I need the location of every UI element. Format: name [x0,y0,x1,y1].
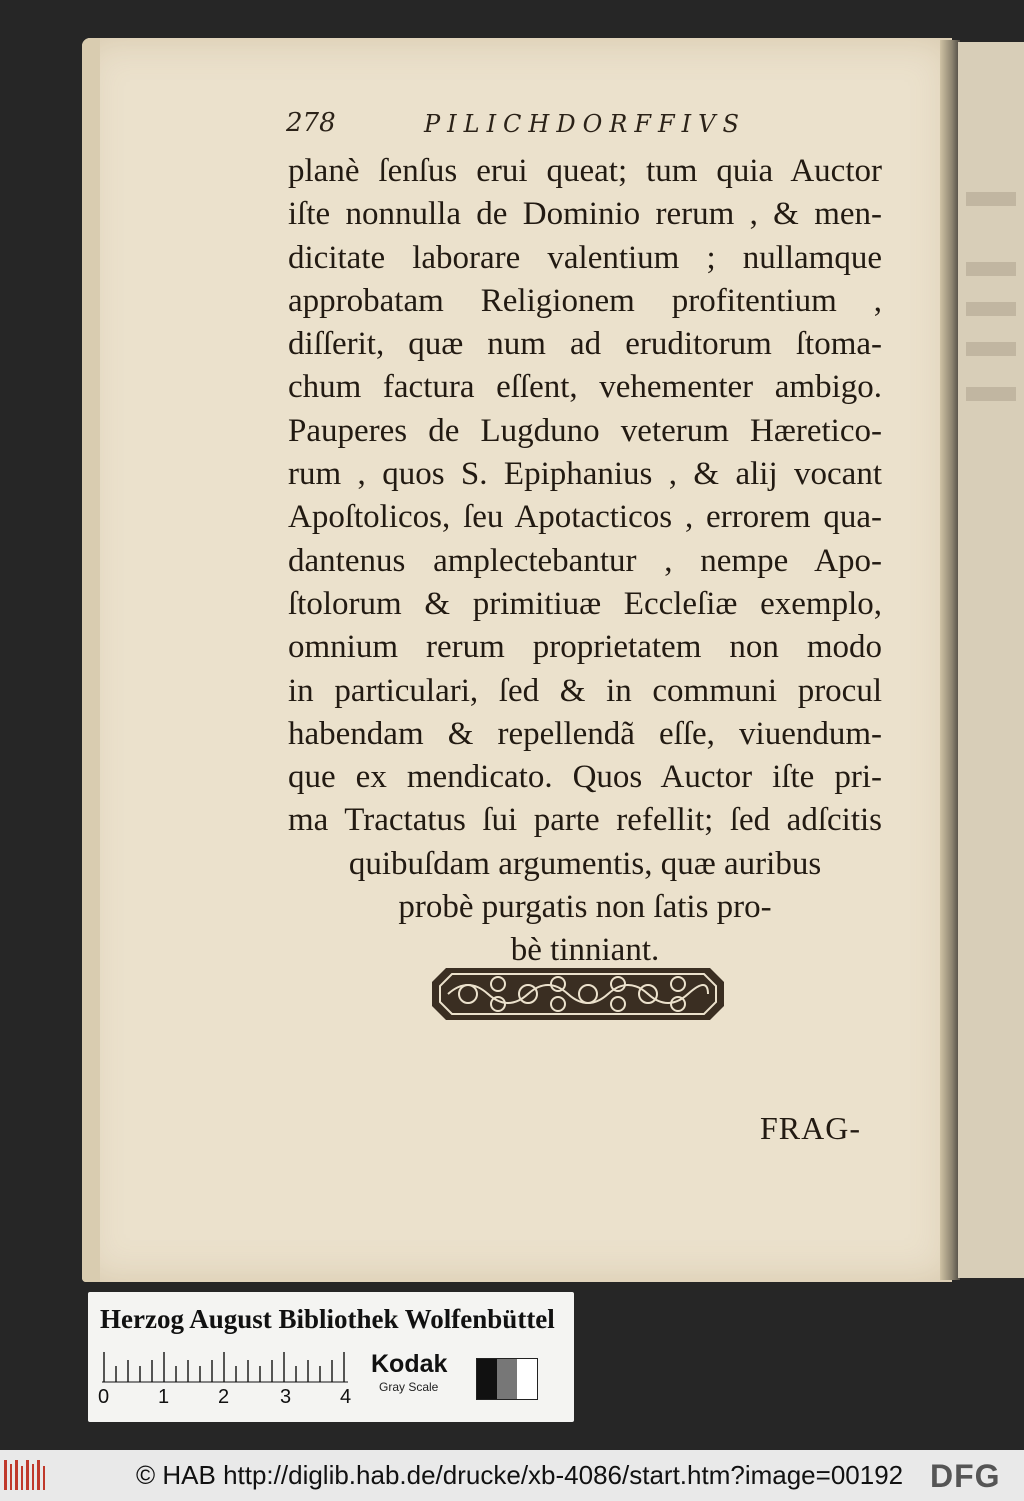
dfg-logo: DFG [930,1458,1001,1494]
text-line: quibuſdam argumentis, quæ auribus [348,845,822,882]
text-line: dantenus amplectebantur , nempe Apo- [288,542,882,579]
kodak-brand: Kodak [371,1350,448,1378]
text-line: habendam & repellendã eſſe, viuendum- [288,715,882,752]
body-text [288,150,882,973]
ruler-scale-icon [102,1348,348,1384]
text-line: dicitate laborare valentium ; nullamque [288,239,882,276]
text-line: planè ſenſus erui queat; tum quia Auctor [288,153,882,189]
scale-number: 0 [98,1386,110,1408]
footer-bar [0,1450,1024,1501]
adjacent-page [958,42,1024,1278]
text-line: que ex mendicato. Quos Auctor iſte pri- [288,759,882,796]
barcode-icon [4,1460,46,1490]
text-line: iſte nonnulla de Dominio rerum , & men- [288,196,882,233]
catchword: FRAG- [760,1110,862,1146]
page-header [286,108,886,148]
text-line: omnium rerum proprietatem non modo [288,629,882,666]
text-line: diſſerit, quæ num ad eruditorum ſtoma- [288,326,882,363]
text-line: Apoſtolicos, ſeu Apotacticos , errorem qua- [288,499,882,536]
text-line: bè tinniant. [510,932,660,969]
scale-number: 4 [340,1386,352,1408]
library-name: Herzog August Bibliothek Wolfenbüttel [100,1304,555,1334]
color-calibration-card [88,1292,574,1422]
scale-number: 1 [158,1386,170,1408]
scale-number: 3 [280,1386,292,1408]
scale-number: 2 [218,1386,230,1408]
gray-swatches [476,1358,538,1400]
text-line: probè purgatis non ſatis pro- [398,889,772,926]
copyright-link[interactable]: © HAB http://diglib.hab.de/drucke/xb-4086/start.htm?image=00192 [136,1460,904,1490]
text-line: ma Tractatus ſui parte refellit; ſed adſcitis [288,802,882,839]
text-line: rum , quos S. Epiphanius , & alij vocant [288,456,882,493]
ruler-numbers [96,1386,356,1412]
page-edge [82,38,100,1282]
ornament-icon [428,962,728,1026]
text-line: in particulari, ſed & in communi procul [288,672,882,709]
text-line: chum factura eſſent, vehementer ambigo. [288,369,882,406]
text-line: ſtolorum & primitiuæ Eccleſiæ exemplo, [288,585,882,622]
running-title: PILICHDORFFIVS [424,110,746,138]
text-line: approbatam Religionem profitentium , [288,282,882,319]
book-gutter [940,40,960,1280]
text-line: Pauperes de Lugduno veterum Hæretico- [288,412,882,449]
gray-scale-label: Gray Scale [379,1380,439,1394]
page-number: 278 [286,108,336,138]
